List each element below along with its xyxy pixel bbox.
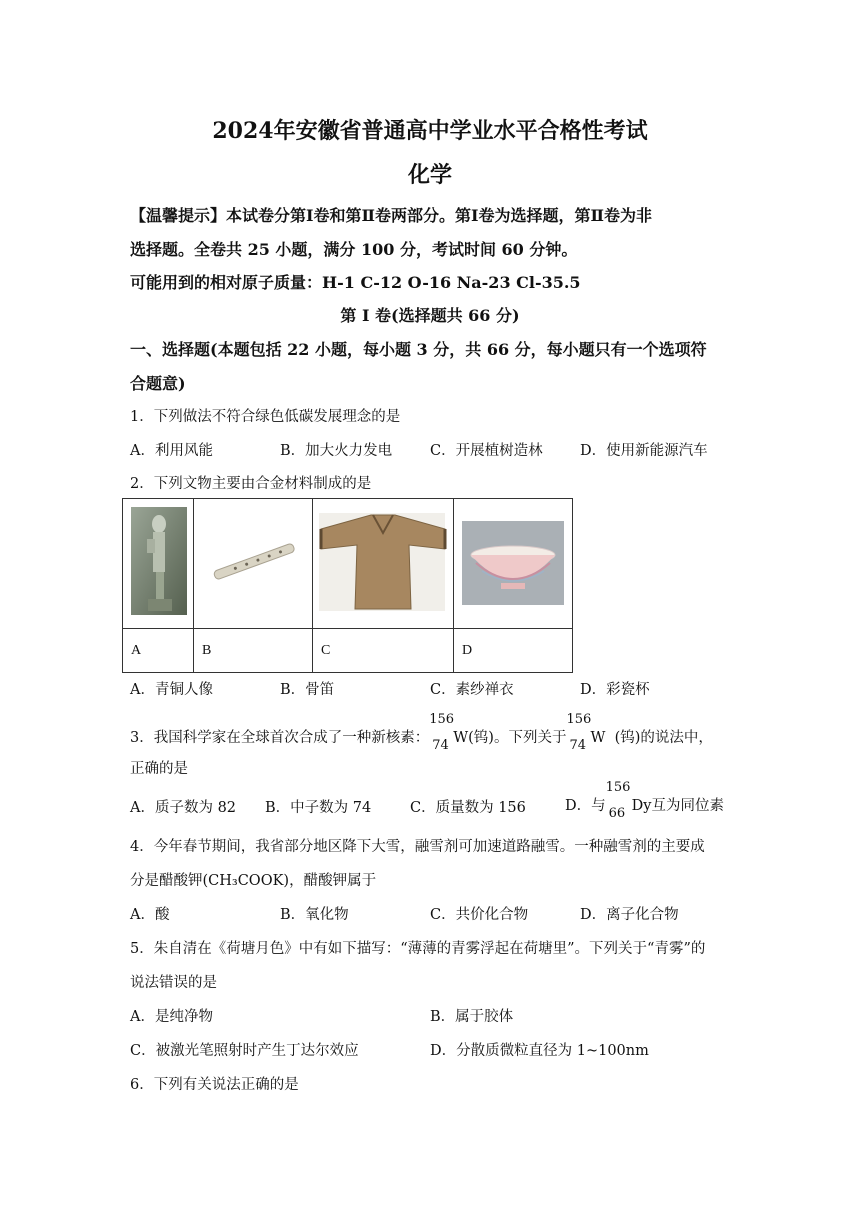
nuclide-mass: 156: [429, 712, 455, 727]
artifact-cell-c: [313, 499, 454, 629]
q1-option-d[interactable]: D．使用新能源汽车: [580, 443, 708, 459]
artifact-label-d: D: [454, 629, 573, 673]
q2-stem: 2．下列文物主要由合金材料制成的是: [130, 476, 372, 492]
q5-option-a[interactable]: A．是纯净物: [130, 1009, 213, 1025]
nuclide-w-1: [429, 712, 455, 758]
part1-header: 第 I 卷(选择题共 66 分): [340, 306, 520, 325]
q5-option-c[interactable]: C．被激光笔照射时产生丁达尔效应: [130, 1043, 359, 1059]
q3-stem-line2: 正确的是: [130, 761, 188, 777]
dy-atomic: 66: [608, 806, 626, 821]
q2-option-a[interactable]: A．青铜人像: [130, 682, 213, 698]
notice-line-2: 选择题。全卷共 25 小题，满分 100 分，考试时间 60 分钟。: [130, 240, 578, 259]
artifact-cell-b: [194, 499, 313, 629]
artifact-cell-a: [123, 499, 194, 629]
symbol-w: W: [453, 730, 469, 746]
q2-option-c[interactable]: C．素纱禅衣: [430, 682, 514, 698]
artifact-label-a: A: [123, 629, 194, 673]
symbol-w-2: W: [590, 730, 606, 746]
section1-line-1: 一、选择题(本题包括 22 小题，每小题 3 分，共 66 分，每小题只有一个选项符: [130, 340, 707, 359]
dy-symbol: Dy: [631, 798, 652, 814]
q3-option-b[interactable]: B．中子数为 74: [265, 800, 372, 816]
nuclide-atomic: 74: [432, 738, 449, 753]
q1-option-a[interactable]: A．利用风能: [130, 443, 213, 459]
nuclide-atomic-2: 74: [569, 738, 587, 753]
q3-option-c[interactable]: C．质量数为 156: [410, 800, 526, 816]
dy-mass: 156: [605, 780, 631, 795]
artifact-cell-d: [454, 499, 573, 629]
nuclide-dy: [605, 780, 632, 826]
q3-stem-part1: 3．我国科学家在全球首次合成了一种新核素：: [130, 730, 430, 746]
q4-option-b[interactable]: B．氧化物: [280, 907, 349, 923]
bone-flute-image: [194, 499, 312, 623]
q5-stem-line1: 5．朱自清在《荷塘月色》中有如下描写：“薄薄的青雾浮起在荷塘里”。下列关于“青雾”的: [130, 941, 706, 957]
bronze-statue-image: [123, 499, 193, 623]
q1-option-c[interactable]: C．开展植树造林: [430, 443, 543, 459]
artifact-label-c: C: [313, 629, 454, 673]
q3-option-a[interactable]: A．质子数为 82: [130, 800, 237, 816]
nuclide-mass-2: 156: [566, 712, 592, 727]
atomic-masses: 可能用到的相对原子质量：H-1 C-12 O-16 Na-23 Cl-35.5: [130, 273, 581, 292]
q5-option-d[interactable]: D．分散质微粒直径为 1~100nm: [430, 1043, 649, 1059]
q4-option-a[interactable]: A．酸: [130, 907, 170, 923]
q4-stem-line2: 分是醋酸钾(CH₃COOK)，醋酸钾属于: [130, 873, 377, 889]
q4-option-c[interactable]: C．共价化合物: [430, 907, 529, 923]
subject-title: 化学: [407, 162, 452, 188]
q3-stem-part3: (钨)的说法中，: [614, 730, 713, 746]
notice-line-1: 【温馨提示】本试卷分第Ⅰ卷和第Ⅱ卷两部分。第Ⅰ卷为选择题，第Ⅱ卷为非: [130, 206, 652, 225]
nuclide-w-2: [566, 712, 592, 758]
q5-stem-line2: 说法错误的是: [130, 975, 217, 991]
artifact-label-b: B: [194, 629, 313, 673]
q3-stem-part2: (钨)。下列关于: [468, 730, 567, 746]
q2-option-d[interactable]: D．彩瓷杯: [580, 682, 650, 698]
silk-robe-image: [313, 499, 453, 623]
artifact-table: [122, 498, 573, 673]
q5-option-b[interactable]: B．属于胶体: [430, 1009, 514, 1025]
q6-stem: 6．下列有关说法正确的是: [130, 1077, 299, 1093]
q3-option-d[interactable]: [565, 780, 724, 826]
q3-option-d-tail: 互为同位素: [651, 798, 724, 814]
porcelain-bowl-image: [454, 499, 572, 623]
exam-title: 2024年安徽省普通高中学业水平合格性考试: [212, 118, 648, 144]
q3-stem: [130, 712, 713, 758]
q1-stem: 1．下列做法不符合绿色低碳发展理念的是: [130, 409, 401, 425]
q4-option-d[interactable]: D．离子化合物: [580, 907, 679, 923]
q1-option-b[interactable]: B．加大火力发电: [280, 443, 393, 459]
section1-line-2: 合题意): [130, 374, 186, 393]
q4-stem-line1: 4．今年春节期间，我省部分地区降下大雪，融雪剂可加速道路融雪。一种融雪剂的主要成: [130, 839, 705, 855]
q3-option-d-label: D．与: [565, 798, 606, 814]
q2-option-b[interactable]: B．骨笛: [280, 682, 335, 698]
